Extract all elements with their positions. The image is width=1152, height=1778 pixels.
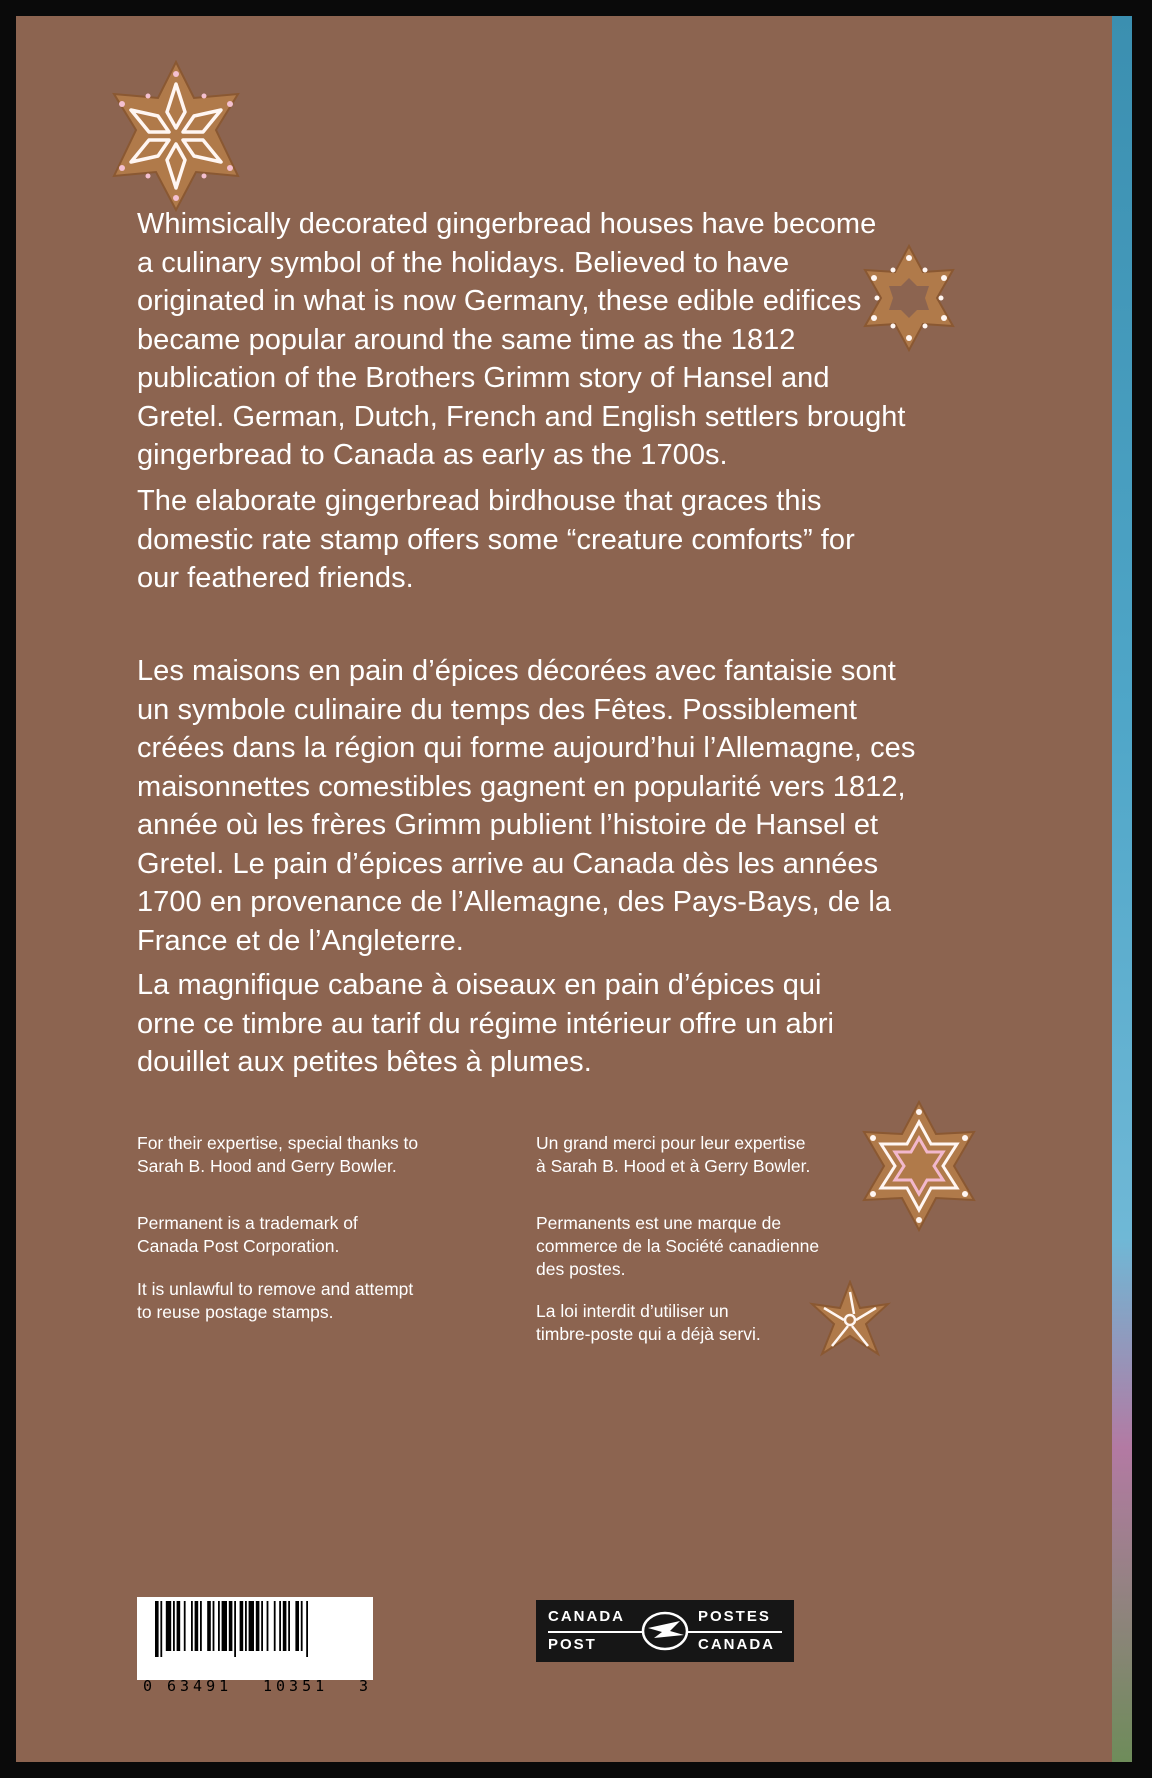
barcode-digit-check: 3: [359, 1677, 369, 1695]
barcode-bar: [177, 1601, 181, 1651]
barcode-bar: [261, 1601, 263, 1651]
barcode-bar: [274, 1601, 276, 1651]
barcode-bar: [295, 1601, 299, 1651]
stamp-edge-strip: [1112, 16, 1132, 1762]
snowflake-cookie-icon: [96, 56, 256, 216]
barcode-bar: [207, 1601, 211, 1651]
barcode-bar: [245, 1601, 247, 1651]
canada-post-logo: [536, 1600, 794, 1662]
french-law-notice: La loi interdit d’utiliser un timbre-poste qui a déjà servi.: [536, 1301, 761, 1344]
barcode-digits-left: 63491: [167, 1677, 233, 1695]
english-law-notice: It is unlawful to remove and attempt to reuse postage stamps.: [137, 1279, 414, 1322]
barcode-bar: [229, 1601, 233, 1651]
barcode-bar: [200, 1601, 202, 1651]
barcode-bar: [283, 1601, 287, 1651]
logo-canada-en: CANADA: [548, 1608, 625, 1625]
canada-post-eagle-icon: [640, 1611, 690, 1651]
barcode-bar: [166, 1601, 171, 1651]
barcode-bar: [184, 1601, 186, 1651]
french-paragraph-1: Les maisons en pain d’épices décorées avec fantaisie sont un symbole culinaire du temps des Fêtes. Possiblement créées dans la région qui forme aujourd’hui l’Allemagne, ces maisonnettes comestibles gagnent en popularité vers 1812, année où les frères Grimm publient l’histoire de Hansel et Gretel. Le pain d’épices arrive au Canada dès les années 1700 en provenance de l’Allemagne, des Pays-Bays, de la France et de l’Angleterre.: [137, 655, 916, 957]
barcode-bars: [155, 1601, 355, 1657]
barcode-bar: [306, 1601, 308, 1657]
barcode-bar: [249, 1601, 254, 1651]
barcode-digits-right: 10351: [263, 1677, 329, 1695]
english-trademark: Permanent is a trademark of Canada Post Corporation.: [137, 1213, 358, 1256]
barcode-bar: [191, 1601, 193, 1651]
double-star-cookie-icon: [852, 1096, 986, 1236]
barcode-bar: [301, 1601, 303, 1651]
stamp-booklet-back-cover: [16, 16, 1128, 1762]
french-thanks: Un grand merci pour leur expertise à Sarah B. Hood et à Gerry Bowler.: [536, 1133, 811, 1176]
french-paragraph-2: La magnifique cabane à oiseaux en pain d’épices qui orne ce timbre au tarif du régime intérieur offre un abri douillet aux petites bêtes à plumes.: [137, 969, 835, 1078]
barcode-bar: [222, 1601, 227, 1651]
barcode-bar: [173, 1601, 175, 1651]
barcode-bar: [234, 1601, 236, 1657]
logo-canada-fr: CANADA: [698, 1636, 775, 1653]
barcode-bar: [213, 1601, 215, 1651]
flower-cookie-icon: [806, 1280, 894, 1360]
barcode-bar: [218, 1601, 220, 1651]
barcode-icon: [137, 1597, 373, 1695]
barcode-bar: [267, 1601, 269, 1651]
english-paragraph-1: Whimsically decorated gingerbread houses have become a culinary symbol of the holidays. Believed to have originated in what is now Germany, these edible edifices became popular around the same time as the 1812 publication of the Brothers Grimm story of Hansel and Gretel. German, Dutch, French and English settlers brought gingerbread to Canada as early as the 1700s.: [137, 208, 906, 471]
english-paragraph-2: The elaborate gingerbread birdhouse that graces this domestic rate stamp offers some “creature comforts” for our feathered friends.: [137, 485, 855, 594]
logo-postes-fr: POSTES: [698, 1608, 771, 1625]
english-thanks: For their expertise, special thanks to Sarah B. Hood and Gerry Bowler.: [137, 1133, 419, 1176]
logo-post-en: POST: [548, 1636, 597, 1653]
barcode-bar: [155, 1601, 159, 1657]
french-trademark: Permanents est une marque de commerce de la Société canadienne des postes.: [536, 1213, 820, 1279]
barcode-bar: [279, 1601, 281, 1651]
barcode-bar: [288, 1601, 290, 1651]
barcode-bar: [240, 1601, 244, 1651]
barcode-digit-start: 0: [143, 1677, 153, 1695]
barcode-bar: [160, 1601, 162, 1657]
barcode-bar: [195, 1601, 199, 1651]
barcode-bar: [256, 1601, 260, 1651]
